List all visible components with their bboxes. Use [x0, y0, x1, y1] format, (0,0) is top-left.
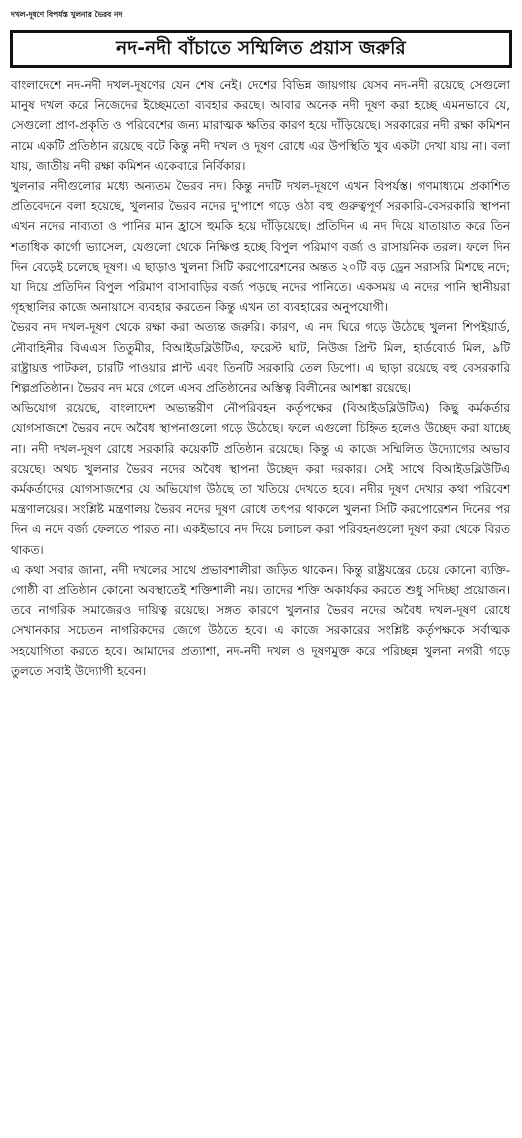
- article-kicker: দখল-দূষণে বিপর্যস্ত খুলনার ভৈরব নদ: [11, 10, 123, 19]
- paragraph-3: ভৈরব নদ দখল-দূষণ থেকে রক্ষা করা অত্যন্ত জরুরি। কারণ, এ নদ ঘিরে গড়ে উঠেছে খুলনা শিপইয়ার্ড, নৌবাহিনীর বিএএস তিতুমীর, বিআইডব্লিউটিএ, ফরেস্ট ঘাট, নিউজ প্রিন্ট মিল, হার্ডবোর্ড মিল, ৯টি রাষ্ট্রায়ত্ত পাটকল, চারটি পাওয়ার প্লান্ট এবং তিনটি সরকারি তেল ডিপো। এ ছাড়া রয়েছে বহু বেসরকারি শিল্পপ্রতিষ্ঠান। ভৈরব নদ মরে গেলে এসব প্রতিষ্ঠানের অস্তিত্ব বিলীনের আশঙ্কা রয়েছে।: [11, 320, 510, 396]
- headline-frame: [10, 30, 512, 68]
- paragraph-2: খুলনার নদীগুলোর মধ্যে অন্যতম ভৈরব নদ। কিন্তু নদটি দখল-দূষণে এখন বিপর্যস্ত। গণমাধ্যমে প্রকাশিত প্রতিবেদনে বলা হয়েছে, খুলনার ভৈরব নদের দু'পাশে গড়ে ওঠা বহু গুরুত্বপূর্ণ সরকারি-বেসরকারি স্থাপনা এখন নদের নাব্যতা ও পানির মান হ্রাসে হুমকি হয়ে দাঁড়িয়েছে। প্রতিদিন এ নদ দিয়ে যাতায়াত করে তিন শতাধিক কার্গো ভ্যাসেল, যেগুলো থেকে নিক্ষিপ্ত হচ্ছে বিপুল পরিমাণ বর্জ্য ও রাসায়নিক তরল। ফলে দিন দিন বেড়েই চলেছে দূষণ। এ ছাড়াও খুলনা সিটি করপোরেশনের অন্তত ২০টি বড় ড্রেন সরাসরি মিশছে নদে; যা দিয়ে প্রতিদিন বিপুল পরিমাণ বাসাবাড়ির বর্জ্য পড়ছে নদের পানিতে। একসময় এ নদের পানি স্থানীয়রা গৃহস্থালির কাজে অনায়াসে ব্যবহার করতেন কিন্তু এখন তা ব্যবহারের অনুপযোগী।: [11, 179, 510, 315]
- article-body: [11, 75, 510, 681]
- paragraph-5: এ কথা সবার জানা, নদী দখলের সাথে প্রভাবশালীরা জড়িত থাকেন। কিন্তু রাষ্ট্রযন্ত্রের চেয়ে কোনো ব্যক্তি-গোষ্ঠী বা প্রতিষ্ঠান কোনো অবস্থাতেই শক্তিশালী নয়। তাদের শক্তি অকার্যকর করতে শুধু সদিচ্ছা প্রয়োজন। তবে নাগরিক সমাজেরও দায়িত্ব রয়েছে। সঙ্গত কারণে খুলনার ভৈরব নদের অবৈধ দখল-দূষণ রোধে সেখানকার সচেতন নাগরিকদের জেগে উঠতে হবে। এ কাজে সরকারের সংশ্লিষ্ট কর্তৃপক্ষকে সর্বাত্মক সহযোগিতা করতে হবে। আমাদের প্রত্যাশা, নদ-নদী দখল ও দূষণমুক্ত করে পরিচ্ছন্ন খুলনা নগরী গড়ে তুলতে সবাই উদ্যোগী হবেন।: [11, 562, 510, 678]
- paragraph-1: বাংলাদেশে নদ-নদী দখল-দূষণের যেন শেষ নেই। দেশের বিভিন্ন জায়গায় যেসব নদ-নদী রয়েছে সেগুলো মানুষ দখল করে নিজেদের ইচ্ছেমতো ব্যবহার করছে। আবার অনেক নদী দূষণ করা হচ্ছে এমনভাবে যে, সেগুলো প্রাণ-প্রকৃতি ও পরিবেশের জন্য মারাত্মক ক্ষতির কারণ হয়ে দাঁড়িয়েছে। সরকারের নদী রক্ষা কমিশন নামে একটি প্রতিষ্ঠান রয়েছে বটে কিন্তু নদী দখল ও দূষণ রোধে এর উপস্থিতি খুব একটা দেখা যায় না। বলা যায়, জাতীয় নদী রক্ষা কমিশন একেবারে নির্বিকার।: [11, 78, 510, 173]
- paragraph-4: অভিযোগ রয়েছে, বাংলাদেশ অভ্যন্তরীণ নৌপরিবহন কর্তৃপক্ষের (বিআইডব্লিউটিএ) কিছু কর্মকর্তার যোগসাজশে ভৈরব নদে অবৈধ স্থাপনাগুলো গড়ে উঠেছে। ফলে এগুলো চিহ্নিত হলেও উচ্ছেদ করা যাচ্ছে না। নদী দখল-দূষণ রোধে সরকারি কয়েকটি প্রতিষ্ঠান রয়েছে। কিন্তু এ কাজে সম্মিলিত উদ্যোগের অভাব রয়েছে। অথচ খুলনার ভৈরব নদের অবৈধ স্থাপনা উচ্ছেদ করা দরকার। সেই সাথে বিআইডব্লিউটিএ কর্মকর্তাদের যোগসাজশের যে অভিযোগ উঠছে তা খতিয়ে দেখতে হবে। নদীর দূষণ দেখার কথা পরিবেশ মন্ত্রণালয়ের। সংশ্লিষ্ট মন্ত্রণালয় ভৈরব নদের দূষণ রোধে তৎপর থাকলে খুলনা সিটি করপোরেশন দিনের পর দিন এ নদে বর্জ্য ফেলতে পারত না। একইভাবে নদ দিয়ে চলাচল করা পরিবহনগুলো দূষণ করা থেকে বিরত থাকত।: [11, 401, 510, 557]
- article-headline: নদ-নদী বাঁচাতে সম্মিলিত প্রয়াস জরুরি: [116, 38, 406, 59]
